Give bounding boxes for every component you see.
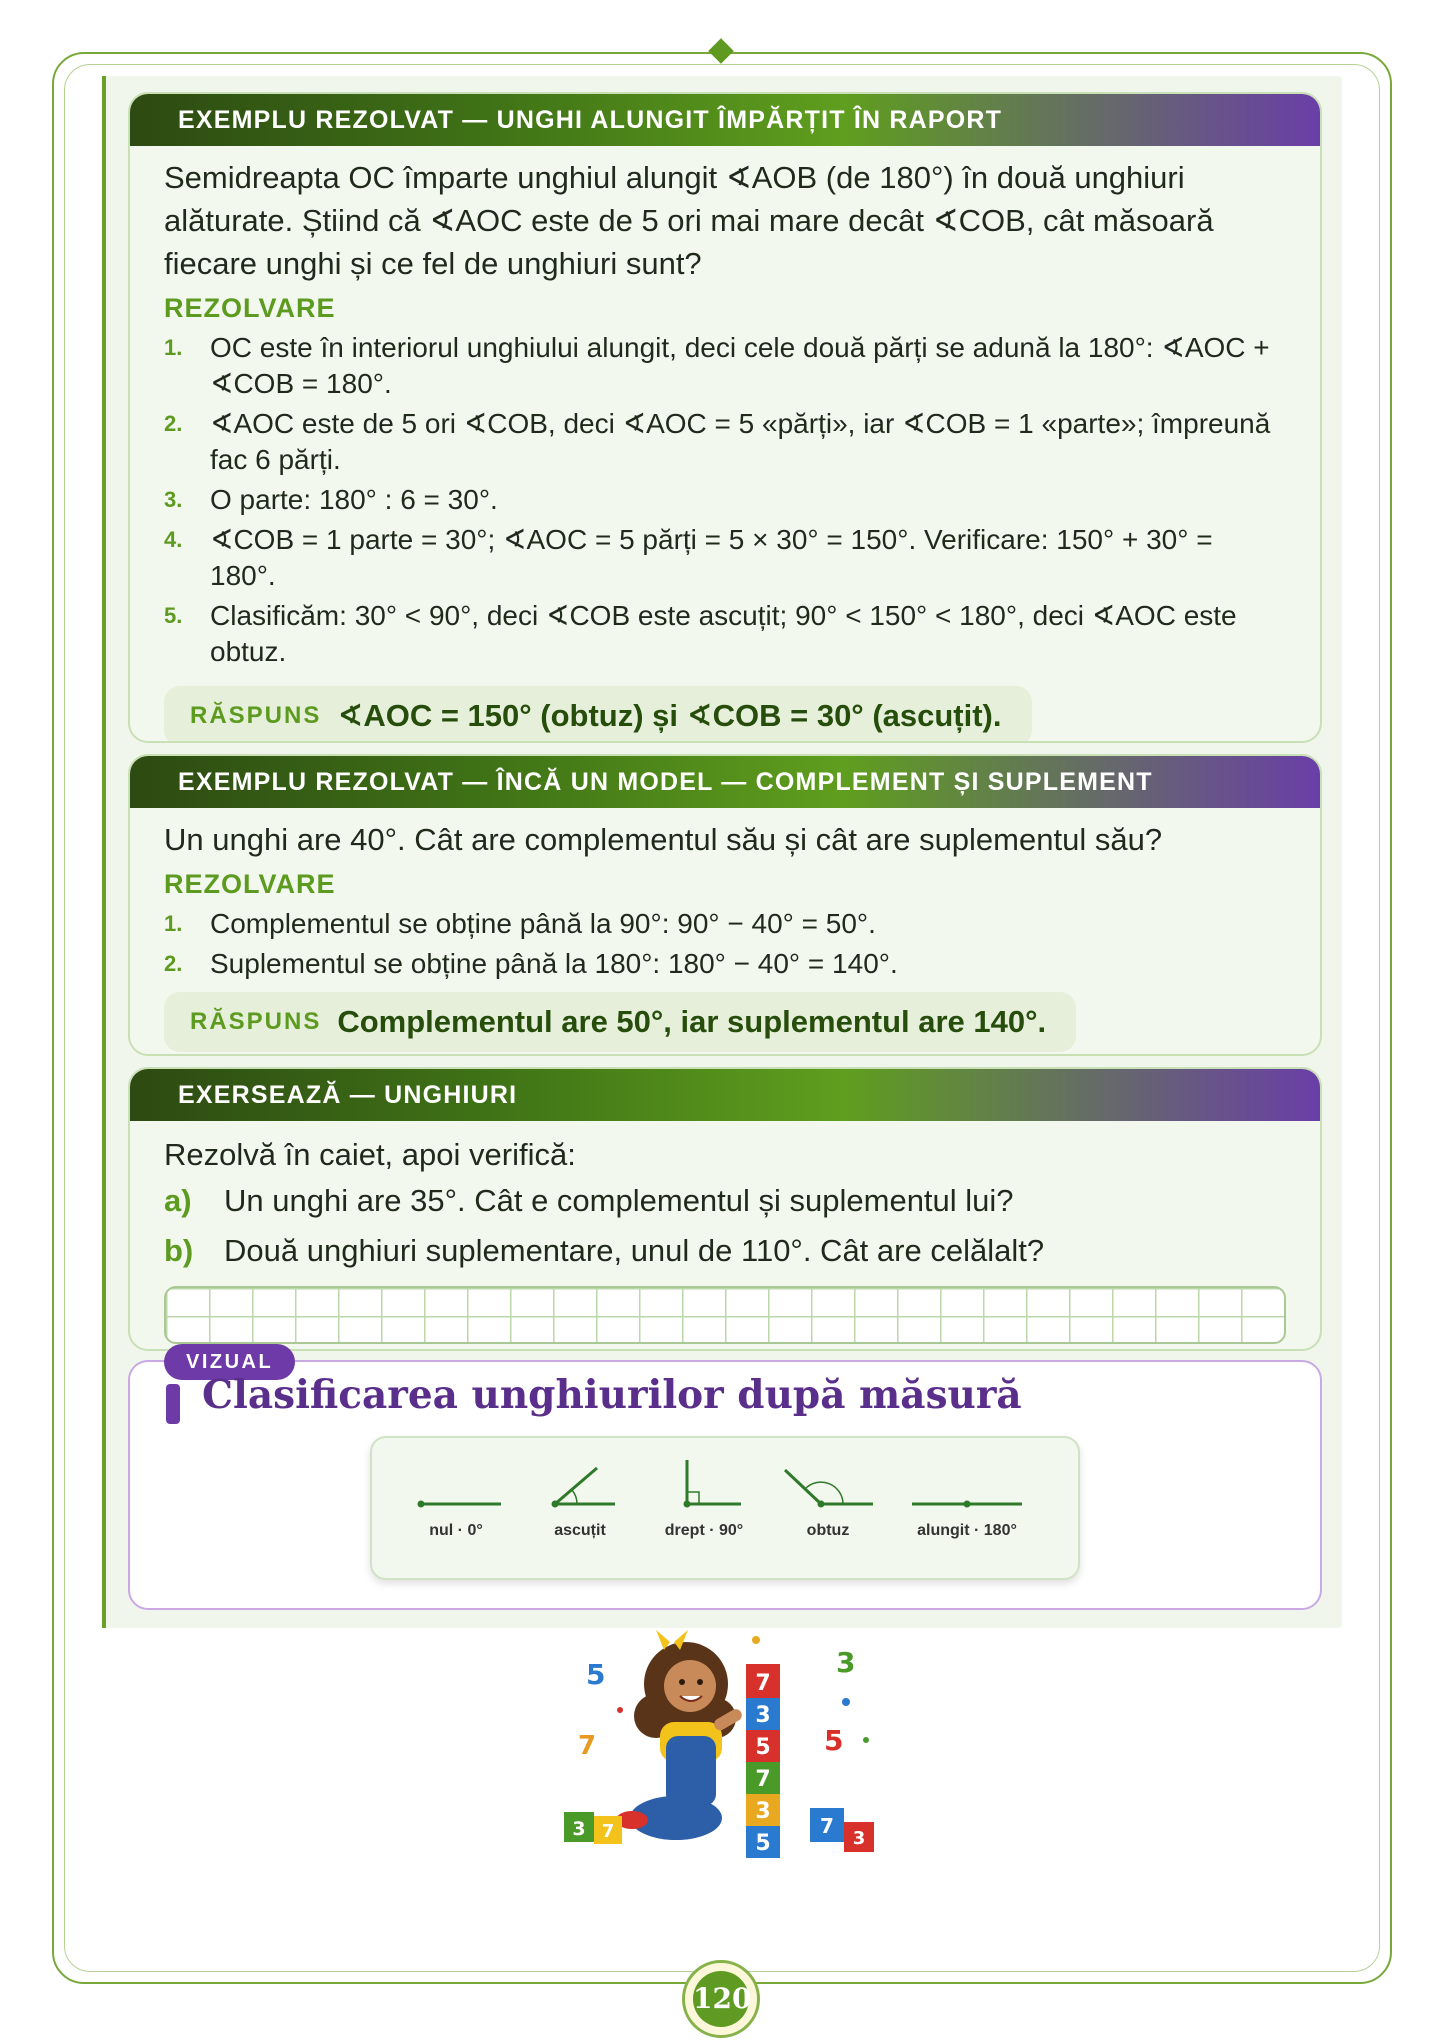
problem-statement: Semidreapta OC împarte unghiul alungit ∢AOB (de 180°) în două unghiuri alăturate. Știind că ∢AOC este de 5 ori mai mare decât ∢COB, cât măsoară fiecare unghi și ce fel de unghiuri sunt? [164,160,1214,281]
exercise-item [164,1226,1286,1276]
step-text: O parte: 180° : 6 = 30°. [210,484,498,515]
page-number: 120 [693,1971,749,2027]
answer-label: RĂSPUNS [190,702,322,729]
exercise-text: Două unghiuri suplementare, unul de 110°. Cât are celălalt? [224,1233,1045,1268]
visual-title-bar [166,1384,180,1424]
solution-label: REZOLVARE [164,869,336,899]
step-number: 2. [164,951,183,976]
card-header: EXEMPLU REZOLVAT — ÎNCĂ UN MODEL — COMPLEMENT ȘI SUPLEMENT [130,756,1320,808]
solution-step [164,330,1286,402]
block-number: 7 [820,1814,834,1838]
block-number: 5 [755,1735,771,1760]
solution-step [164,906,1286,942]
floating-number: 5 [824,1724,844,1757]
block-number: 3 [572,1818,586,1840]
step-text: ∢AOC este de 5 ori ∢COB, deci ∢AOC = 5 «părți», iar ∢COB = 1 «parte»; împreună fac 6 părți. [210,408,1271,475]
exercise-card [128,1067,1322,1351]
visual-badge: VIZUAL [164,1344,295,1380]
problem-statement: Un unghi are 40°. Cât are complementul său și cât are suplementul său? [164,822,1163,857]
answer-box [164,992,1076,1052]
visual-title: Clasificarea unghiurilor după măsură [202,1372,1022,1418]
angle-label: ascuțit [554,1522,606,1539]
solution-step [164,598,1286,670]
angle-classification-panel [370,1436,1080,1580]
step-number: 1. [164,911,183,936]
step-number: 1. [164,335,183,360]
floating-number: 3 [836,1646,856,1679]
angle-label: alungit · 180° [917,1522,1017,1539]
step-number: 5. [164,603,183,628]
example-card-ratio [128,92,1322,743]
acute-angle-icon [525,1456,635,1516]
girl-with-number-blocks-illustration [556,1622,896,1872]
solution-steps [164,330,1286,670]
solution-step [164,522,1286,594]
step-text: ∢COB = 1 parte = 30°; ∢AOC = 5 părți = 5 × 30° = 150°. Verificare: 150° + 30° = 180°. [210,524,1213,591]
angle-item-acute [520,1456,640,1540]
block-number: 7 [755,1671,771,1696]
card-header: EXEMPLU REZOLVAT — UNGHI ALUNGIT ÎMPĂRȚIT ÎN RAPORT [130,94,1320,146]
answer-text: Complementul are 50°, iar suplementul are 140°. [337,1004,1047,1039]
step-number: 2. [164,411,183,436]
page-number-badge [682,1960,760,2038]
answer-label: RĂSPUNS [190,1008,322,1035]
answer-box [164,686,1032,743]
answer-text: ∢AOC = 150° (obtuz) și ∢COB = 30° (ascuțit). [337,698,1002,733]
example-card-complement [128,754,1322,1056]
block-number: 3 [755,1799,771,1824]
step-text: Clasificăm: 30° < 90°, deci ∢COB este ascuțit; 90° < 150° < 180°, deci ∢AOC este obtuz. [210,600,1237,667]
right-angle-icon [649,1456,759,1516]
null-angle-icon [401,1456,511,1516]
solution-step [164,482,1286,518]
block-number: 7 [755,1767,771,1792]
exercise-item [164,1176,1286,1226]
angle-item-right [644,1456,764,1540]
angle-item-null [396,1456,516,1540]
floating-number: 5 [586,1658,606,1691]
block-number: 3 [755,1703,771,1728]
angle-label: drept · 90° [664,1522,744,1539]
solution-step [164,406,1286,478]
block-number: 3 [852,1828,866,1849]
angle-label: nul · 0° [429,1522,483,1539]
exercise-intro: Rezolvă în caiet, apoi verifică: [164,1137,576,1172]
card-header: EXERSEAZĂ — UNGHIURI [130,1069,1320,1121]
step-number: 4. [164,527,183,552]
block-number: 5 [755,1831,771,1856]
solution-step [164,946,1286,982]
solution-label: REZOLVARE [164,293,336,323]
obtuse-angle-icon [773,1456,883,1516]
step-text: Suplementul se obține până la 180°: 180° − 40° = 140°. [210,948,898,979]
angle-item-straight [892,1456,1042,1540]
content-left-rule [102,76,106,1628]
exercise-text: Un unghi are 35°. Cât e complementul și suplementul lui? [224,1183,1014,1218]
solution-steps [164,906,1286,982]
angle-label: obtuz [806,1522,850,1539]
straight-angle-icon [902,1456,1032,1516]
step-text: OC este în interiorul unghiului alungit, deci cele două părți se adună la 180°: ∢AOC + ∢COB = 180°. [210,332,1270,399]
block-number: 7 [601,1821,615,1842]
step-number: 3. [164,487,183,512]
angle-item-obtuse [768,1456,888,1540]
step-text: Complementul se obține până la 90°: 90° − 40° = 50°. [210,908,876,939]
exercise-letter: a) [164,1183,192,1218]
answer-grid[interactable] [164,1286,1286,1344]
exercise-letter: b) [164,1233,194,1268]
floating-number: 7 [578,1731,597,1761]
